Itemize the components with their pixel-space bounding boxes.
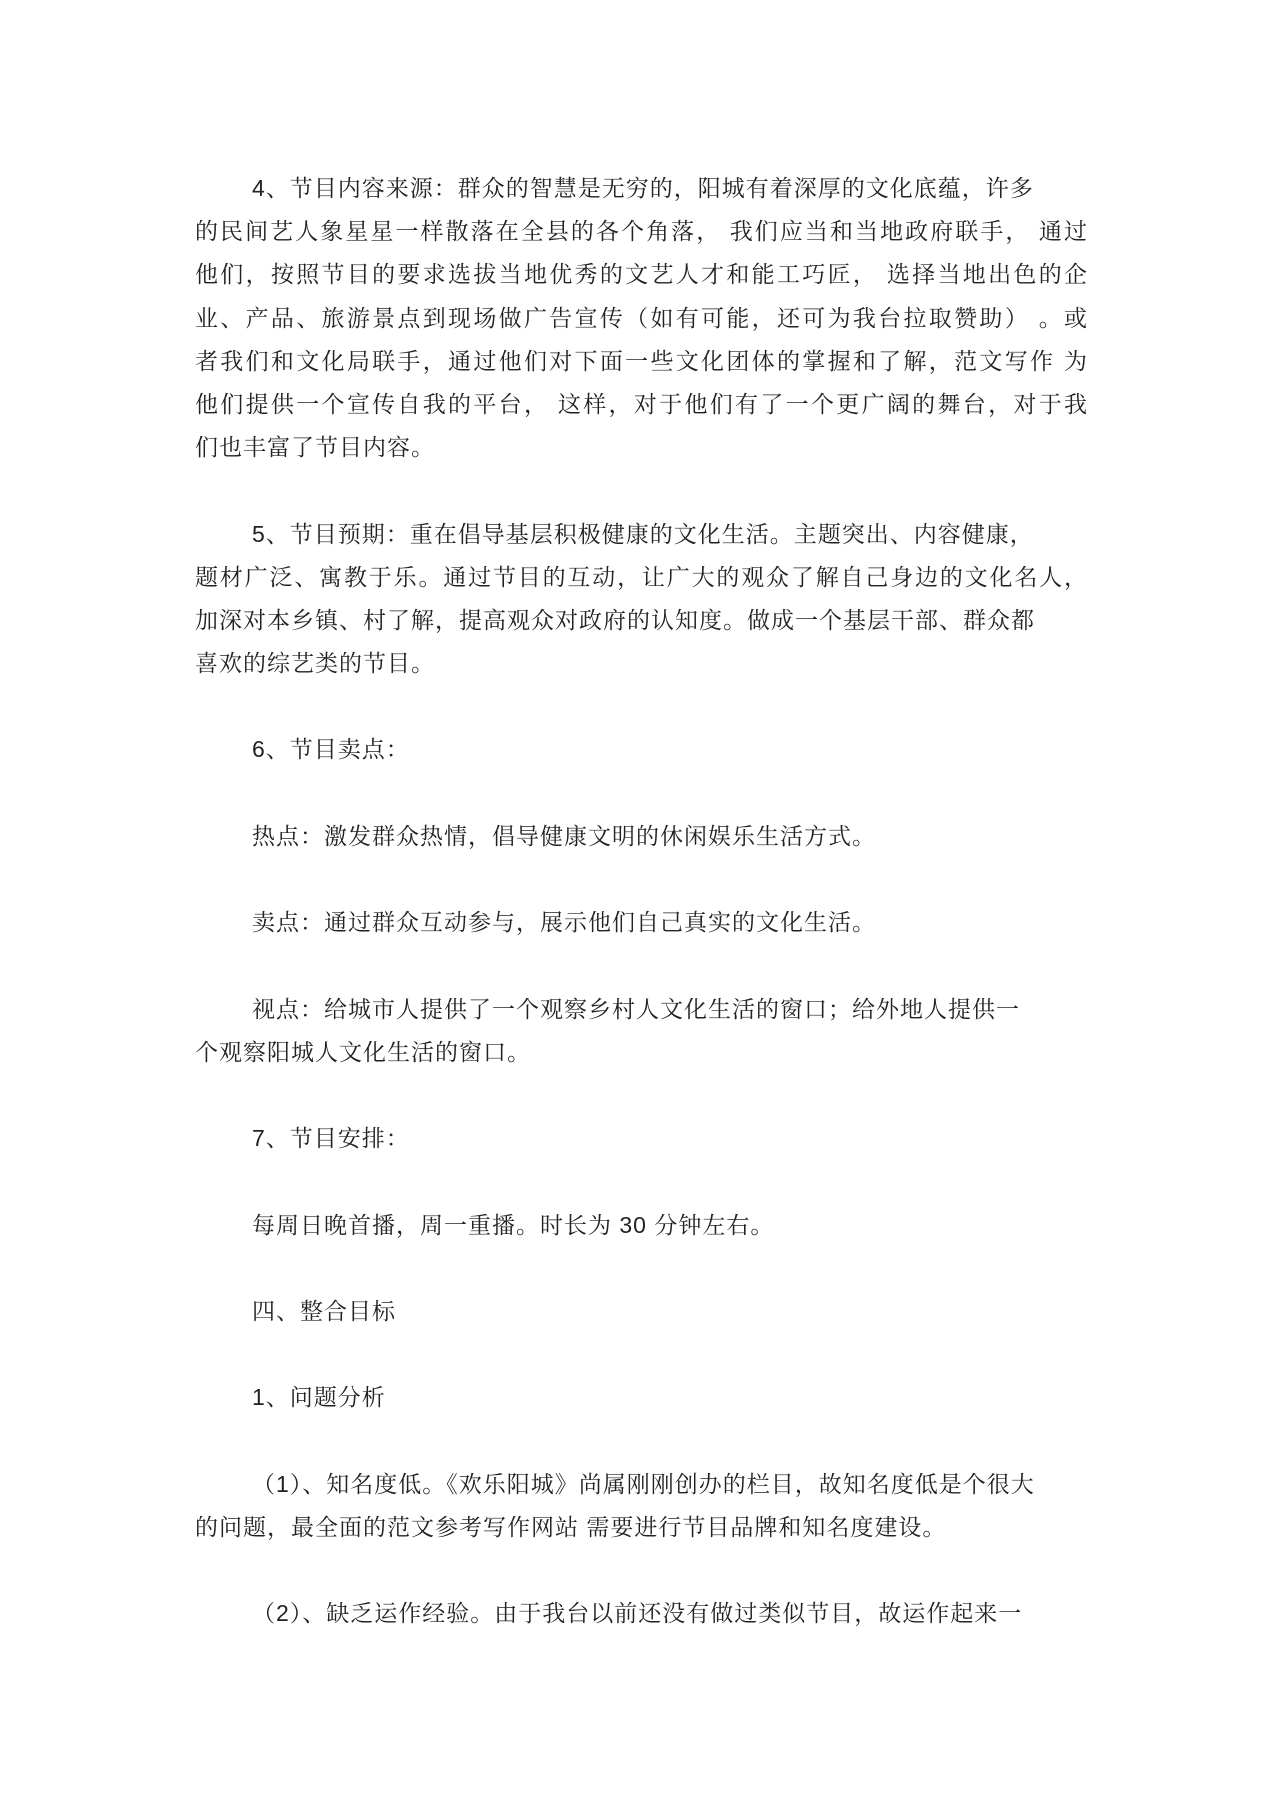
text-line: 他们，按照节目的要求选拔当地优秀的文艺人才和能工巧匠， 选择当地出色的企 [195,261,1087,288]
text-line: 7、节目安排： [252,1125,410,1152]
document-body [195,167,1087,1679]
text-line: 热点：激发群众热情，倡导健康文明的休闲娱乐生活方式。 [252,822,876,849]
text-line: 四、整合目标 [252,1297,396,1324]
text-line: 他们提供一个宣传自我的平台， 这样，对于他们有了一个更广阔的舞台，对于我 [195,390,1087,417]
text-line: 4、节目内容来源：群众的智慧是无穷的，阳城有着深厚的文化底蕴，许多 [252,175,1034,201]
heading-problem-analysis [195,1376,1087,1419]
text-line: 题材广泛、寓教于乐。通过节目的互动，让广大的观众了解自己身边的文化名人， [195,563,1087,590]
text-line: 业、产品、旅游景点到现场做广告宣传（如有可能，还可为我台拉取赞助） 。或 [195,304,1087,331]
text-line: 的问题，最全面的范文参考写作网站 需要进行节目品牌和知名度建设。 [195,1513,947,1540]
heading-program-schedule [195,1117,1087,1160]
text-line: （1）、知名度低。《欢乐阳城》尚属刚刚创办的栏目，故知名度低是个很大 [252,1470,1035,1497]
paragraph-selling-point [195,901,1087,944]
text-line: （2）、缺乏运作经验。由于我台以前还没有做过类似节目，故运作起来一 [252,1600,1023,1627]
paragraph-program-expectation [195,513,1087,686]
text-line: 喜欢的综艺类的节目。 [195,650,435,677]
section-heading-integration-goals [195,1290,1087,1333]
paragraph-view-point [195,988,1087,1074]
text-line: 视点：给城市人提供了一个观察乡村人文化生活的窗口；给外地人提供一 [252,995,1020,1022]
heading-program-selling-points [195,728,1087,771]
text-line: 5、节目预期：重在倡导基层积极健康的文化生活。主题突出、内容健康， [252,520,1034,547]
paragraph-schedule [195,1204,1087,1247]
paragraph-program-content-source [195,167,1087,469]
text-line: 们也丰富了节目内容。 [195,434,435,461]
text-line: 个观察阳城人文化生活的窗口。 [195,1038,531,1065]
paragraph-low-awareness [195,1463,1087,1549]
text-line: 6、节目卖点： [252,736,410,763]
text-line: 加深对本乡镇、村了解，提高观众对政府的认知度。做成一个基层干部、群众都 [195,606,1035,633]
text-line: 的民间艺人象星星一样散落在全县的各个角落， 我们应当和当地政府联手， 通过 [195,218,1087,245]
text-line: 每周日晚首播，周一重播。时长为 30 分钟左右。 [252,1211,775,1238]
paragraph-lack-of-experience [195,1592,1087,1635]
text-line: 1、问题分析 [252,1384,386,1411]
text-line: 者我们和文化局联手，通过他们对下面一些文化团体的掌握和了解，范文写作 为 [195,347,1087,374]
text-line: 卖点：通过群众互动参与，展示他们自己真实的文化生活。 [252,909,876,936]
paragraph-hot-point [195,815,1087,858]
